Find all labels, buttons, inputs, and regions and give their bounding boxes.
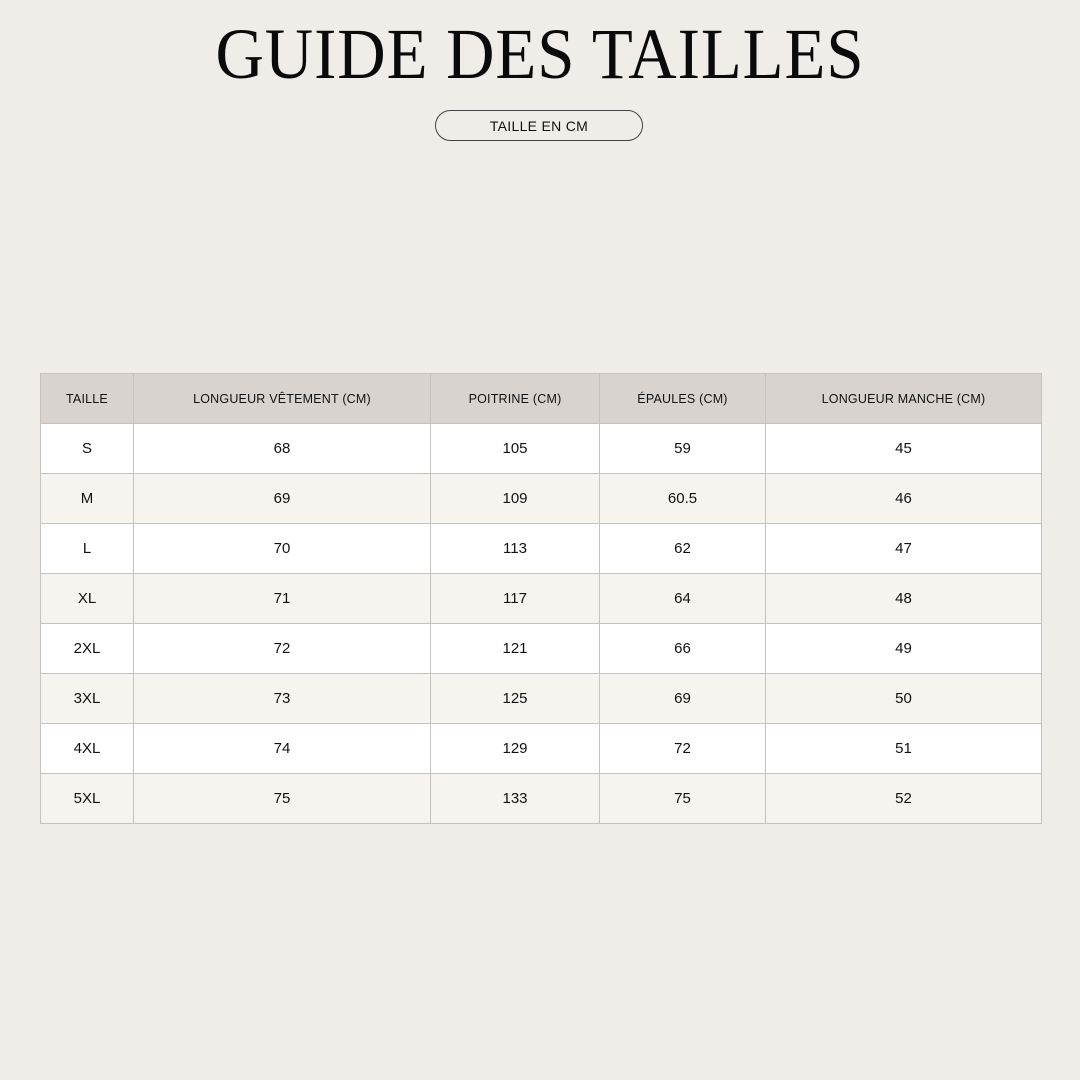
table-body [41,424,1042,824]
header-shoulders: ÉPAULES (CM) [600,374,766,424]
size-chart-table [40,373,1042,824]
cell-garment-length: 72 [134,624,431,674]
cell-chest: 125 [431,674,600,724]
table-row [41,724,1042,774]
cell-size: 2XL [41,624,134,674]
cell-sleeve-length: 45 [766,424,1042,474]
cell-sleeve-length: 51 [766,724,1042,774]
cell-sleeve-length: 48 [766,574,1042,624]
cell-sleeve-length: 47 [766,524,1042,574]
cell-chest: 105 [431,424,600,474]
table-row [41,624,1042,674]
cell-garment-length: 73 [134,674,431,724]
cell-shoulders: 69 [600,674,766,724]
cell-chest: 121 [431,624,600,674]
cell-shoulders: 62 [600,524,766,574]
header-garment-length: LONGUEUR VÊTEMENT (CM) [134,374,431,424]
table-header [41,374,1042,424]
cell-shoulders: 59 [600,424,766,474]
cell-sleeve-length: 49 [766,624,1042,674]
cell-sleeve-length: 52 [766,774,1042,824]
table-row [41,424,1042,474]
cell-garment-length: 68 [134,424,431,474]
unit-badge [435,110,643,141]
cell-shoulders: 64 [600,574,766,624]
cell-size: 3XL [41,674,134,724]
cell-garment-length: 70 [134,524,431,574]
header-sleeve-length: LONGUEUR MANCHE (CM) [766,374,1042,424]
cell-garment-length: 71 [134,574,431,624]
cell-garment-length: 75 [134,774,431,824]
unit-badge-label: TAILLE EN CM [489,117,589,134]
cell-shoulders: 60.5 [600,474,766,524]
table-row [41,674,1042,724]
table-row [41,474,1042,524]
table-row [41,774,1042,824]
cell-size: L [41,524,134,574]
cell-chest: 129 [431,724,600,774]
cell-size: XL [41,574,134,624]
cell-chest: 133 [431,774,600,824]
cell-size: S [41,424,134,474]
cell-shoulders: 72 [600,724,766,774]
header-chest: POITRINE (CM) [431,374,600,424]
cell-size: 4XL [41,724,134,774]
table-row [41,524,1042,574]
cell-shoulders: 66 [600,624,766,674]
header-row [41,374,1042,424]
page-title: GUIDE DES TAILLES [215,14,865,94]
cell-size: 5XL [41,774,134,824]
cell-chest: 117 [431,574,600,624]
cell-garment-length: 74 [134,724,431,774]
cell-chest: 113 [431,524,600,574]
cell-garment-length: 69 [134,474,431,524]
cell-size: M [41,474,134,524]
cell-chest: 109 [431,474,600,524]
cell-shoulders: 75 [600,774,766,824]
cell-sleeve-length: 46 [766,474,1042,524]
cell-sleeve-length: 50 [766,674,1042,724]
header-size: TAILLE [41,374,134,424]
table-row [41,574,1042,624]
